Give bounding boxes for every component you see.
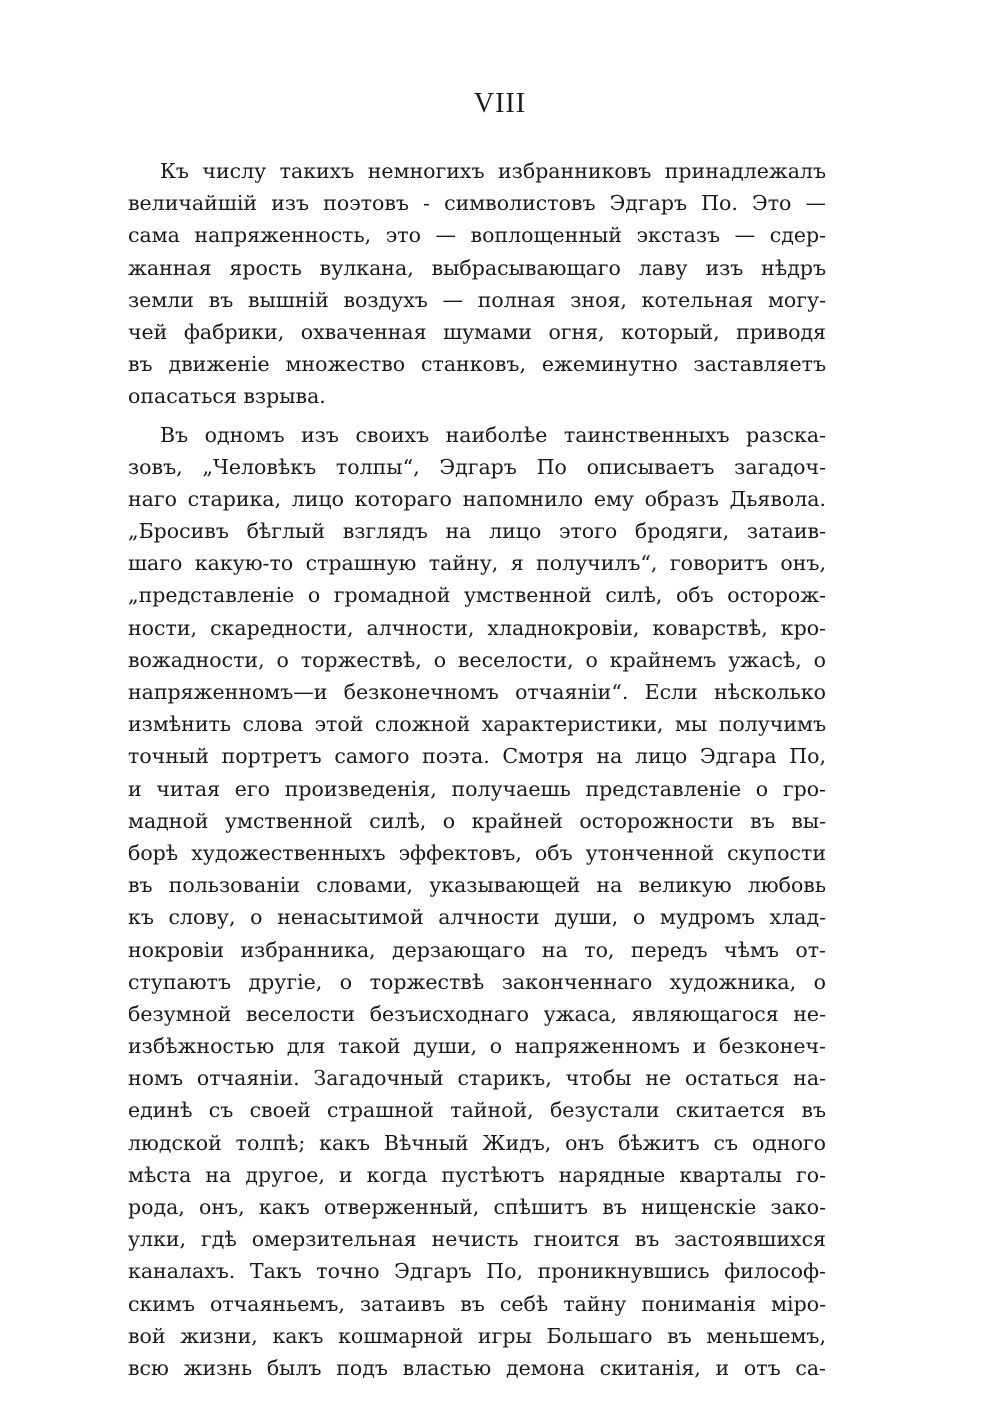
- text-line: „Бросивъ бѣглый взглядъ на лицо этого бродяги, затаив-: [128, 519, 826, 544]
- text-line: каналахъ. Такъ точно Эдгаръ По, проникнувшись философ-: [128, 1259, 826, 1284]
- text-line: ности, скаредности, алчности, хладнокровіи, коварствѣ, кро-: [128, 615, 826, 640]
- text-line: „представленіе о громадной умственной силѣ, объ осторож-: [128, 583, 826, 608]
- text-line: ступаютъ другіе, о торжествѣ законченнаго художника, о: [128, 969, 826, 994]
- text-line: скимъ отчаяньемъ, затаивъ въ себѣ тайну пониманія міро-: [128, 1291, 826, 1316]
- text-line: точный портретъ самого поэта. Смотря на лицо Эдгара По,: [128, 744, 826, 769]
- text-line: рода, онъ, какъ отверженный, спѣшитъ въ нищенскіе зако-: [128, 1195, 826, 1219]
- page-number: VIII: [473, 88, 527, 119]
- text-line: единѣ съ своей страшной тайной, безустали скитается въ: [128, 1098, 826, 1123]
- text-line: нокровіи избранника, дерзающаго на то, передъ чѣмъ от-: [128, 937, 826, 962]
- text-line: мѣста на другое, и когда пустѣютъ нарядные кварталы го-: [128, 1162, 826, 1187]
- text-line: всю жизнь былъ подъ властью демона скитанія, и отъ са-: [128, 1355, 826, 1380]
- text-line: борѣ художественныхъ эффектовъ, объ утонченной скупости: [128, 840, 826, 865]
- text-line: мадной умственной силѣ, о крайней осторожности въ вы-: [128, 808, 826, 833]
- text-line: величайшій изъ поэтовъ - символистовъ Эдгаръ По. Это —: [128, 191, 826, 216]
- text-line: наго старика, лицо котораго напомнило ему образъ Дьявола.: [128, 486, 826, 511]
- text-line: вожадности, о торжествѣ, о веселости, о крайнемъ ужасѣ, о: [128, 647, 826, 672]
- paragraph-2: [128, 419, 826, 1385]
- text-line: Въ одномъ изъ своихъ наиболѣе таинственныхъ разска-: [160, 422, 826, 447]
- paragraph-1: [128, 155, 826, 413]
- text-line: зовъ, „Человѣкъ толпы“, Эдгаръ По описываетъ загадоч-: [128, 454, 826, 479]
- text-line: къ слову, о ненасытимой алчности души, о мудромъ хлад-: [128, 905, 826, 930]
- text-line: избѣжностью для такой души, о напряженномъ и безконеч-: [128, 1034, 826, 1059]
- text-line: безумной веселости безъисходнаго ужаса, являющагося не-: [128, 1001, 826, 1026]
- text-line: измѣнить слова этой сложной характеристики, мы получимъ: [128, 712, 826, 737]
- text-line: шаго какую-то страшную тайну, я получилъ“, говоритъ онъ,: [128, 551, 826, 576]
- text-line: людской толпѣ; какъ Вѣчный Жидъ, онъ бѣжитъ съ одного: [128, 1130, 826, 1155]
- text-line: опасаться взрыва.: [128, 384, 326, 409]
- text-line: земли въ вышній воздухъ — полная зноя, котельная могу-: [128, 287, 826, 312]
- text-line: въ пользованіи словами, указывающей на великую любовь: [128, 873, 826, 898]
- text-line: чей фабрики, охваченная шумами огня, который, приводя: [128, 319, 826, 344]
- text-line: улки, гдѣ омерзительная нечисть гноится въ застоявшихся: [128, 1227, 826, 1252]
- body-text: [128, 155, 826, 1384]
- text-line: сама напряженность, это — воплощенный экстазъ — сдер-: [128, 223, 826, 248]
- text-line: номъ отчаяніи. Загадочный старикъ, чтобы не остаться на-: [128, 1066, 826, 1091]
- text-line: вой жизни, какъ кошмарной игры Большаго въ меньшемъ,: [128, 1323, 826, 1348]
- text-line: напряженномъ—и безконечномъ отчаяніи“. Если нѣсколько: [128, 680, 826, 704]
- text-line: Къ числу такихъ немногихъ избранниковъ принадлежалъ: [160, 159, 826, 183]
- text-line: жанная ярость вулкана, выбрасывающаго лаву изъ нѣдръ: [128, 255, 826, 280]
- text-line: и читая его произведенія, получаешь представленіе о гро-: [128, 776, 826, 801]
- text-line: въ движеніе множество станковъ, ежеминутно заставляетъ: [128, 352, 826, 377]
